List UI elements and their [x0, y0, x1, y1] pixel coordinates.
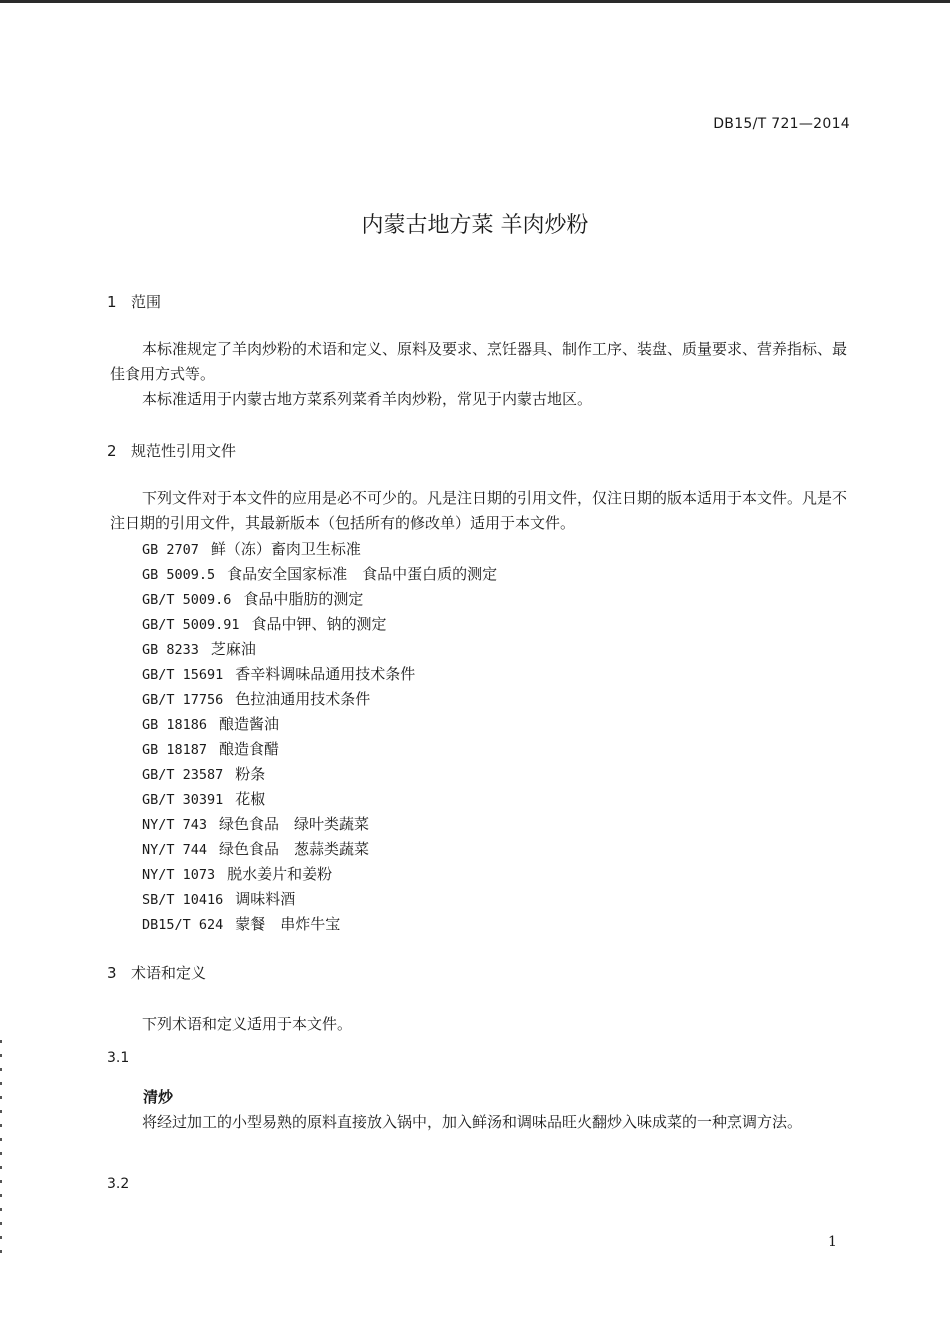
reference-item: [142, 562, 497, 587]
reference-title: 食品安全国家标准 食品中蛋白质的测定: [227, 565, 498, 583]
reference-code: GB/T 17756: [142, 692, 224, 708]
reference-code: GB 5009.5: [142, 567, 216, 583]
reference-item: [142, 712, 497, 737]
reference-item: [142, 812, 497, 837]
reference-title: 酿造食醋: [219, 740, 280, 758]
section-number: 1: [107, 293, 117, 311]
reference-title: 酿造酱油: [219, 715, 280, 733]
section-2-intro: 下列文件对于本文件的应用是必不可少的。凡是注日期的引用文件，仅注日期的版本适用于本文件。凡是不注日期的引用文件，其最新版本（包括所有的修改单）适用于本文件。: [110, 489, 848, 532]
document-id: DB15/T 721—2014: [713, 116, 850, 132]
page-title: 内蒙古地方菜 羊肉炒粉: [361, 213, 589, 238]
reference-title: 蒙餐 串炸牛宝: [235, 915, 341, 933]
section-2-heading: [107, 440, 236, 461]
section-1-heading: [107, 291, 161, 312]
reference-title: 绿色食品 葱蒜类蔬菜: [219, 840, 370, 858]
reference-code: DB15/T 624: [142, 917, 224, 933]
reference-title: 调味料酒: [235, 890, 296, 908]
section-number: 3: [107, 964, 117, 982]
reference-code: NY/T 743: [142, 817, 208, 833]
reference-title: 芝麻油: [210, 640, 256, 658]
reference-title: 绿色食品 绿叶类蔬菜: [219, 815, 370, 833]
term-definition: 将经过加工的小型易熟的原料直接放入锅中，加入鲜汤和调味品旺火翻炒入味成菜的一种烹调方法。: [142, 1113, 803, 1131]
reference-code: GB/T 5009.6: [142, 592, 232, 608]
reference-code: GB 8233: [142, 642, 199, 658]
section-number: 2: [107, 442, 117, 460]
reference-code: GB/T 30391: [142, 792, 224, 808]
reference-code: GB 18186: [142, 717, 208, 733]
reference-code: NY/T 1073: [142, 867, 216, 883]
reference-item: [142, 787, 497, 812]
reference-title: 粉条: [235, 765, 266, 783]
section-title: 术语和定义: [131, 964, 207, 982]
section-title: 规范性引用文件: [131, 442, 237, 460]
reference-code: GB/T 23587: [142, 767, 224, 783]
section-1-paragraph-2: 本标准适用于内蒙古地方菜系列菜肴羊肉炒粉，常见于内蒙古地区。: [142, 390, 593, 408]
reference-item: [142, 587, 497, 612]
section-3-intro: 下列术语和定义适用于本文件。: [142, 1015, 353, 1033]
reference-item: [142, 762, 497, 787]
normative-references-list: [142, 537, 497, 937]
reference-item: [142, 737, 497, 762]
reference-item: [142, 887, 497, 912]
section-title: 范围: [131, 293, 162, 311]
reference-item: [142, 687, 497, 712]
reference-code: GB 2707: [142, 542, 199, 558]
reference-code: GB 18187: [142, 742, 208, 758]
subsection-3-1-number: 3.1: [107, 1050, 130, 1066]
reference-title: 脱水姜片和姜粉: [227, 865, 333, 883]
reference-code: NY/T 744: [142, 842, 208, 858]
term-heading: 清炒: [143, 1088, 174, 1106]
top-border-line: [0, 0, 950, 3]
section-3-heading: [107, 962, 206, 983]
reference-item: [142, 862, 497, 887]
reference-title: 香辛料调味品通用技术条件: [235, 665, 416, 683]
page-number: 1: [828, 1234, 837, 1250]
reference-title: 鲜（冻）畜肉卫生标准: [210, 540, 361, 558]
reference-code: SB/T 10416: [142, 892, 224, 908]
reference-code: GB/T 5009.91: [142, 617, 240, 633]
reference-item: [142, 612, 497, 637]
reference-item: [142, 537, 497, 562]
reference-code: GB/T 15691: [142, 667, 224, 683]
reference-title: 食品中脂肪的测定: [243, 590, 364, 608]
reference-title: 花椒: [235, 790, 266, 808]
reference-title: 食品中钾、钠的测定: [251, 615, 387, 633]
reference-item: [142, 837, 497, 862]
subsection-3-2-number: 3.2: [107, 1176, 130, 1192]
reference-item: [142, 662, 497, 687]
reference-item: [142, 637, 497, 662]
reference-title: 色拉油通用技术条件: [235, 690, 371, 708]
section-1-paragraph-1: 本标准规定了羊肉炒粉的术语和定义、原料及要求、烹饪器具、制作工序、装盘、质量要求、营养指标、最佳食用方式等。: [110, 340, 848, 383]
scan-edge-marks: [0, 1040, 2, 1260]
reference-item: [142, 912, 497, 937]
